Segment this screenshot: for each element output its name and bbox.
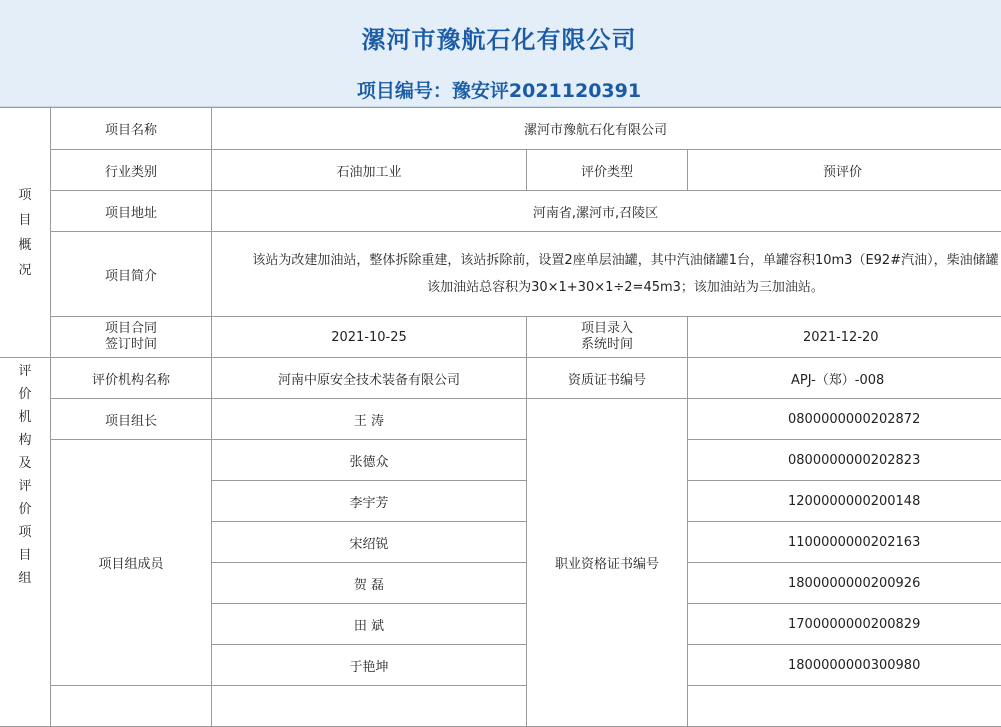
member-cert: 1800000000200926 <box>688 563 1001 604</box>
eval-type-label: 评价类型 <box>527 150 688 191</box>
contract-date-label: 项目合同 签订时间 <box>51 317 212 358</box>
member-name: 张德众 <box>212 440 527 481</box>
eval-type-value: 预评价 <box>688 150 1001 191</box>
section-label-overview: 项 目 概 况 <box>0 108 51 358</box>
member-cert: 0800000000202823 <box>688 440 1001 481</box>
org-name-value: 河南中原安全技术装备有限公司 <box>212 358 527 399</box>
table-cell-empty <box>212 686 527 727</box>
member-cert: 1800000000300980 <box>688 645 1001 686</box>
member-name: 田 斌 <box>212 604 527 645</box>
qualification-label: 职业资格证书编号 <box>527 399 688 727</box>
project-name-value: 漯河市豫航石化有限公司 <box>212 108 1001 150</box>
cert-label: 资质证书编号 <box>527 358 688 399</box>
leader-cert: 0800000000202872 <box>688 399 1001 440</box>
member-name: 宋绍锐 <box>212 522 527 563</box>
table-cell-empty <box>51 686 212 727</box>
industry-value: 石油加工业 <box>212 150 527 191</box>
member-cert: 1700000000200829 <box>688 604 1001 645</box>
table-row <box>0 317 1001 358</box>
org-name-label: 评价机构名称 <box>51 358 212 399</box>
project-info-table <box>0 107 1001 727</box>
project-name-label: 项目名称 <box>51 108 212 150</box>
address-label: 项目地址 <box>51 191 212 232</box>
entry-date-value: 2021-12-20 <box>688 317 1001 358</box>
summary-text: 该站为改建加油站，整体拆除重建，该站拆除前，设置2座单层油罐，其中汽油储罐1台，单罐容积10m3（E92#汽油），柴油储罐 该加油站总容积为30×1+30×1÷2=45m3；该加油站为三加油站。 <box>212 232 1001 317</box>
cert-value: APJ-（郑）-008 <box>688 358 1001 399</box>
table-row <box>0 191 1001 232</box>
table-row <box>0 232 1001 317</box>
members-label: 项目组成员 <box>51 440 212 686</box>
table-row <box>0 150 1001 191</box>
industry-label: 行业类别 <box>51 150 212 191</box>
leader-name: 王 涛 <box>212 399 527 440</box>
member-cert: 1100000000202163 <box>688 522 1001 563</box>
page-header <box>0 0 1001 107</box>
member-name: 李宇芳 <box>212 481 527 522</box>
table-row <box>0 108 1001 150</box>
table-cell-empty <box>688 686 1001 727</box>
member-name: 贺 磊 <box>212 563 527 604</box>
member-cert: 1200000000200148 <box>688 481 1001 522</box>
table-row <box>0 358 1001 399</box>
project-number: 项目编号：豫安评2021120391 <box>0 76 998 103</box>
table-row <box>0 440 1001 481</box>
summary-label: 项目简介 <box>51 232 212 317</box>
company-title: 漯河市豫航石化有限公司 <box>0 20 998 55</box>
member-name: 于艳坤 <box>212 645 527 686</box>
leader-label: 项目组长 <box>51 399 212 440</box>
contract-date-value: 2021-10-25 <box>212 317 527 358</box>
address-value: 河南省,漯河市,召陵区 <box>212 191 1001 232</box>
table-row <box>0 686 1001 727</box>
entry-date-label: 项目录入 系统时间 <box>527 317 688 358</box>
table-row <box>0 399 1001 440</box>
section-label-evaluation-org: 评 价 机 构 及 评 价 项 目 组 <box>0 358 51 727</box>
